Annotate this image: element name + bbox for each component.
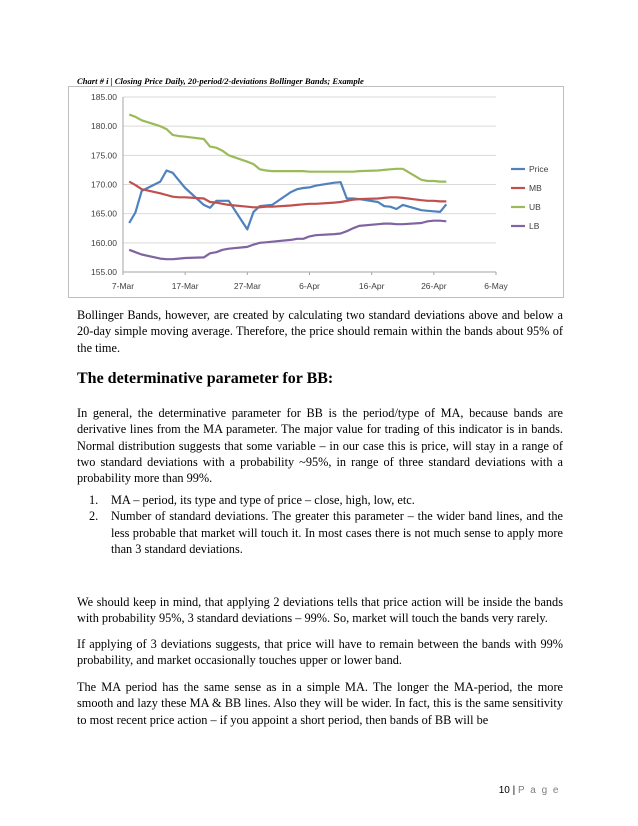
series-line-ub xyxy=(129,115,446,182)
paragraph-three-deviations: If applying of 3 deviations suggests, that price will have to remain between the bands with 99% probability, and market occasionally touches upper or lower band. xyxy=(77,637,563,668)
paragraph-ma-period: The MA period has the same sense as in a simple MA. The longer the MA-period, the more smooth and lazy these MA & BB lines. Also they will be wider. In fact, this is the same sensitivity to most recent price action – if you appoint a short period, then bands of BB will be xyxy=(77,680,563,727)
list-item xyxy=(77,508,563,557)
y-tick-label: 185.00 xyxy=(91,92,117,102)
y-tick-label: 175.00 xyxy=(91,150,117,161)
chart-container xyxy=(68,86,564,298)
x-tick-label: 26-Apr xyxy=(421,281,447,291)
x-tick-label: 7-Mar xyxy=(111,281,135,291)
list-item-text: Number of standard deviations. The greater this parameter – the wider band lines, and the less probable that market will touch it. In most cases there is not much sense to apply more than 3 standard deviations. xyxy=(111,509,563,556)
list-item-text: MA – period, its type and type of price – close, high, low, etc. xyxy=(111,493,415,507)
legend-label: MB xyxy=(529,183,542,193)
series-line-lb xyxy=(129,221,446,260)
list-item xyxy=(77,492,563,508)
list-item-number: 1. xyxy=(89,493,99,507)
parameter-list xyxy=(77,492,563,557)
x-tick-label: 6-Apr xyxy=(299,281,320,291)
bollinger-chart xyxy=(69,87,563,297)
x-tick-label: 27-Mar xyxy=(233,281,261,291)
legend-label: LB xyxy=(529,221,540,231)
x-tick-label: 16-Apr xyxy=(358,281,385,291)
y-tick-label: 160.00 xyxy=(91,237,117,248)
page-label: P a g e xyxy=(517,785,560,796)
paragraph-determinative: In general, the determinative parameter for BB is the period/type of MA, because bands are derivative lines from the MA parameter. The major value for trading of this indicator is in bands. Normal distribution suggests that some variable – in our case this is price, will stay in a range of two standard deviations with a probability ~95%, in range of three standard deviations with a probability more than 99%. xyxy=(77,406,563,486)
section-heading: The determinative parameter for BB: xyxy=(77,370,334,387)
chart-caption: Chart # i | Closing Price Daily, 20-period/2-deviations Bollinger Bands; Example xyxy=(77,76,364,86)
page-footer xyxy=(460,785,560,796)
x-tick-label: 6-May xyxy=(484,281,508,291)
footer-separator: | xyxy=(512,785,516,796)
x-tick-label: 17-Mar xyxy=(171,281,199,291)
y-tick-label: 155.00 xyxy=(91,267,117,277)
legend-label: UB xyxy=(529,202,541,212)
series-line-price xyxy=(129,171,446,230)
page-number: 10 xyxy=(498,785,510,796)
y-tick-label: 170.00 xyxy=(91,179,117,190)
paragraph-deviations: We should keep in mind, that applying 2 deviations tells that price action will be inside the bands with probability 95%, 3 standard deviations – 99%. So, market will touch the bands very rarely. xyxy=(77,595,563,626)
legend-label: Price xyxy=(529,164,549,174)
y-tick-label: 180.00 xyxy=(91,121,117,132)
paragraph-intro: Bollinger Bands, however, are created by calculating two standard deviations above and below a 20-day simple moving average. Therefore, the price should remain within the bands about 95% of the time. xyxy=(77,308,563,355)
y-tick-label: 165.00 xyxy=(91,208,117,219)
list-item-number: 2. xyxy=(89,509,99,524)
